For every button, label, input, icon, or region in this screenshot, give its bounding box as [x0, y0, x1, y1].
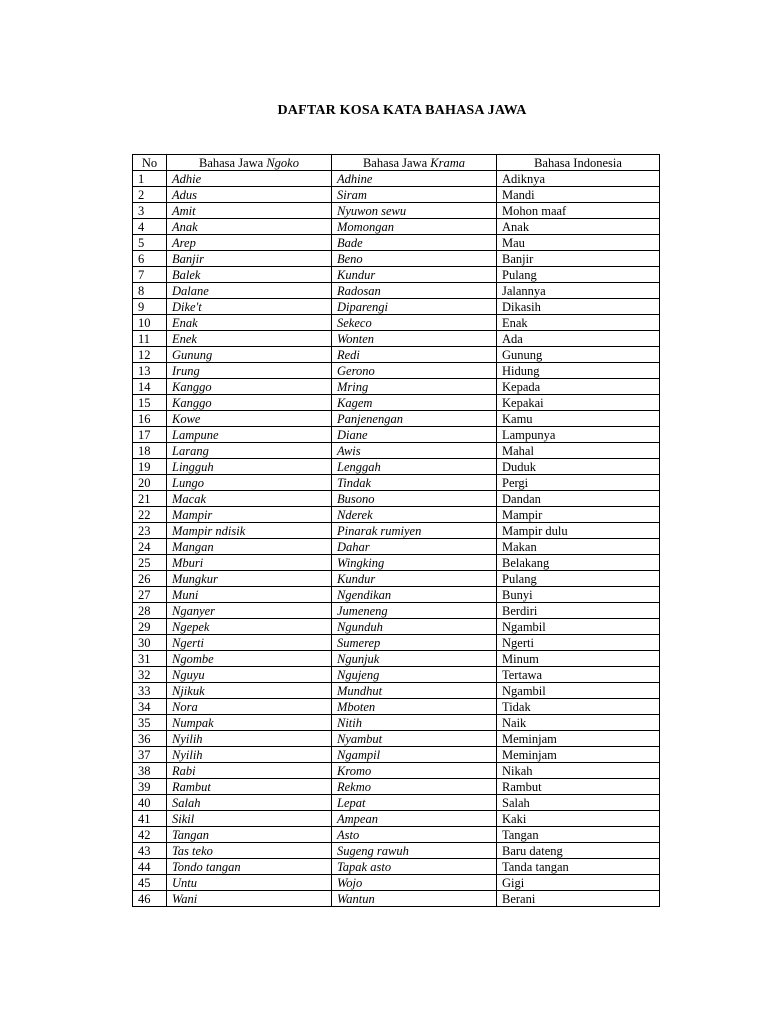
cell-indonesia: Mau [497, 235, 660, 251]
cell-ngoko: Lingguh [167, 459, 332, 475]
cell-krama: Wantun [332, 891, 497, 907]
cell-krama: Ngampil [332, 747, 497, 763]
cell-indonesia: Salah [497, 795, 660, 811]
cell-ngoko: Mangan [167, 539, 332, 555]
table-row [133, 843, 660, 859]
cell-indonesia: Gigi [497, 875, 660, 891]
table-row [133, 683, 660, 699]
cell-indonesia: Mandi [497, 187, 660, 203]
table-row [133, 651, 660, 667]
table-header-row [133, 155, 660, 171]
cell-krama: Pinarak rumiyen [332, 523, 497, 539]
table-row [133, 555, 660, 571]
cell-indonesia: Mampir dulu [497, 523, 660, 539]
cell-krama: Kromo [332, 763, 497, 779]
header-no: No [133, 155, 167, 171]
cell-ngoko: Mungkur [167, 571, 332, 587]
header-indonesia: Bahasa Indonesia [497, 155, 660, 171]
cell-indonesia: Mahal [497, 443, 660, 459]
table-row [133, 475, 660, 491]
cell-indonesia: Kamu [497, 411, 660, 427]
cell-indonesia: Dikasih [497, 299, 660, 315]
cell-ngoko: Irung [167, 363, 332, 379]
cell-indonesia: Lampunya [497, 427, 660, 443]
cell-krama: Momongan [332, 219, 497, 235]
cell-krama: Ngunjuk [332, 651, 497, 667]
cell-indonesia: Dandan [497, 491, 660, 507]
cell-indonesia: Ngambil [497, 683, 660, 699]
cell-indonesia: Enak [497, 315, 660, 331]
table-row [133, 411, 660, 427]
cell-ngoko: Ngepek [167, 619, 332, 635]
header-ngoko [167, 155, 332, 171]
cell-krama: Ngunduh [332, 619, 497, 635]
cell-krama: Nyambut [332, 731, 497, 747]
cell-indonesia: Minum [497, 651, 660, 667]
table-row [133, 539, 660, 555]
table-body [133, 171, 660, 907]
cell-ngoko: Amit [167, 203, 332, 219]
cell-ngoko: Numpak [167, 715, 332, 731]
cell-krama: Tapak asto [332, 859, 497, 875]
cell-ngoko: Anak [167, 219, 332, 235]
cell-no: 3 [133, 203, 167, 219]
table-row [133, 891, 660, 907]
table-row [133, 331, 660, 347]
cell-no: 45 [133, 875, 167, 891]
table-row [133, 619, 660, 635]
cell-ngoko: Kanggo [167, 395, 332, 411]
cell-no: 39 [133, 779, 167, 795]
cell-ngoko: Wani [167, 891, 332, 907]
cell-indonesia: Kepada [497, 379, 660, 395]
cell-no: 4 [133, 219, 167, 235]
cell-indonesia: Pulang [497, 267, 660, 283]
cell-no: 35 [133, 715, 167, 731]
cell-indonesia: Tangan [497, 827, 660, 843]
cell-krama: Kagem [332, 395, 497, 411]
cell-no: 7 [133, 267, 167, 283]
cell-ngoko: Nyilih [167, 747, 332, 763]
cell-indonesia: Berani [497, 891, 660, 907]
cell-indonesia: Hidung [497, 363, 660, 379]
cell-no: 32 [133, 667, 167, 683]
document-title: DAFTAR KOSA KATA BAHASA JAWA [277, 103, 527, 118]
cell-indonesia: Jalannya [497, 283, 660, 299]
cell-no: 37 [133, 747, 167, 763]
table-row [133, 235, 660, 251]
cell-no: 6 [133, 251, 167, 267]
cell-ngoko: Tas teko [167, 843, 332, 859]
cell-no: 2 [133, 187, 167, 203]
cell-no: 19 [133, 459, 167, 475]
cell-krama: Sugeng rawuh [332, 843, 497, 859]
cell-krama: Redi [332, 347, 497, 363]
cell-indonesia: Kepakai [497, 395, 660, 411]
cell-ngoko: Njikuk [167, 683, 332, 699]
cell-krama: Mboten [332, 699, 497, 715]
cell-ngoko: Dike't [167, 299, 332, 315]
header-krama-prefix: Bahasa Jawa [362, 155, 431, 170]
table-row [133, 779, 660, 795]
table-row [133, 171, 660, 187]
cell-ngoko: Mburi [167, 555, 332, 571]
cell-ngoko: Adhie [167, 171, 332, 187]
cell-ngoko: Mampir [167, 507, 332, 523]
cell-indonesia: Meminjam [497, 731, 660, 747]
cell-krama: Wingking [332, 555, 497, 571]
cell-no: 17 [133, 427, 167, 443]
table-row [133, 219, 660, 235]
cell-no: 8 [133, 283, 167, 299]
cell-krama: Jumeneng [332, 603, 497, 619]
cell-indonesia: Pulang [497, 571, 660, 587]
cell-ngoko: Arep [167, 235, 332, 251]
cell-no: 34 [133, 699, 167, 715]
cell-indonesia: Bunyi [497, 587, 660, 603]
table-row [133, 827, 660, 843]
cell-krama: Panjenengan [332, 411, 497, 427]
cell-indonesia: Tidak [497, 699, 660, 715]
cell-ngoko: Rambut [167, 779, 332, 795]
table-row [133, 715, 660, 731]
cell-indonesia: Kaki [497, 811, 660, 827]
cell-krama: Wojo [332, 875, 497, 891]
cell-krama: Sekeco [332, 315, 497, 331]
table-row [133, 603, 660, 619]
cell-ngoko: Ngerti [167, 635, 332, 651]
cell-no: 30 [133, 635, 167, 651]
cell-krama: Siram [332, 187, 497, 203]
table-row [133, 251, 660, 267]
cell-indonesia: Meminjam [497, 747, 660, 763]
cell-krama: Gerono [332, 363, 497, 379]
cell-no: 42 [133, 827, 167, 843]
cell-ngoko: Muni [167, 587, 332, 603]
cell-krama: Bade [332, 235, 497, 251]
table-row [133, 747, 660, 763]
cell-no: 16 [133, 411, 167, 427]
table-row [133, 187, 660, 203]
cell-indonesia: Duduk [497, 459, 660, 475]
table-row [133, 523, 660, 539]
cell-krama: Diane [332, 427, 497, 443]
cell-ngoko: Larang [167, 443, 332, 459]
cell-indonesia: Tanda tangan [497, 859, 660, 875]
cell-krama: Mundhut [332, 683, 497, 699]
cell-krama: Diparengi [332, 299, 497, 315]
cell-indonesia: Berdiri [497, 603, 660, 619]
cell-ngoko: Gunung [167, 347, 332, 363]
cell-no: 20 [133, 475, 167, 491]
table-row [133, 283, 660, 299]
cell-ngoko: Dalane [167, 283, 332, 299]
cell-indonesia: Tertawa [497, 667, 660, 683]
table-row [133, 699, 660, 715]
cell-krama: Wonten [332, 331, 497, 347]
cell-krama: Beno [332, 251, 497, 267]
cell-ngoko: Nyilih [167, 731, 332, 747]
header-krama [332, 155, 497, 171]
cell-no: 14 [133, 379, 167, 395]
cell-ngoko: Macak [167, 491, 332, 507]
cell-krama: Rekmo [332, 779, 497, 795]
cell-krama: Nyuwon sewu [332, 203, 497, 219]
table-row [133, 587, 660, 603]
cell-indonesia: Naik [497, 715, 660, 731]
table-row [133, 571, 660, 587]
cell-no: 15 [133, 395, 167, 411]
cell-ngoko: Enak [167, 315, 332, 331]
cell-ngoko: Sikil [167, 811, 332, 827]
cell-krama: Ampean [332, 811, 497, 827]
header-ngoko-em: Ngoko [266, 155, 299, 170]
cell-no: 33 [133, 683, 167, 699]
table-row [133, 795, 660, 811]
table-row [133, 859, 660, 875]
cell-krama: Kundur [332, 571, 497, 587]
cell-krama: Awis [332, 443, 497, 459]
cell-krama: Lenggah [332, 459, 497, 475]
cell-no: 29 [133, 619, 167, 635]
cell-no: 43 [133, 843, 167, 859]
cell-indonesia: Ada [497, 331, 660, 347]
cell-no: 24 [133, 539, 167, 555]
cell-no: 1 [133, 171, 167, 187]
cell-indonesia: Ngambil [497, 619, 660, 635]
cell-no: 12 [133, 347, 167, 363]
cell-ngoko: Salah [167, 795, 332, 811]
cell-indonesia: Gunung [497, 347, 660, 363]
table-row [133, 667, 660, 683]
table-row [133, 267, 660, 283]
cell-indonesia: Baru dateng [497, 843, 660, 859]
header-krama-em: Krama [430, 155, 466, 170]
table-row [133, 459, 660, 475]
cell-indonesia: Belakang [497, 555, 660, 571]
cell-krama: Ngendikan [332, 587, 497, 603]
cell-no: 13 [133, 363, 167, 379]
table-row [133, 731, 660, 747]
cell-indonesia: Ngerti [497, 635, 660, 651]
table-row [133, 443, 660, 459]
cell-no: 23 [133, 523, 167, 539]
cell-ngoko: Tangan [167, 827, 332, 843]
cell-ngoko: Nguyu [167, 667, 332, 683]
table-row [133, 315, 660, 331]
cell-krama: Mring [332, 379, 497, 395]
cell-no: 38 [133, 763, 167, 779]
cell-ngoko: Rabi [167, 763, 332, 779]
table-row [133, 203, 660, 219]
cell-krama: Sumerep [332, 635, 497, 651]
cell-indonesia: Nikah [497, 763, 660, 779]
table-row [133, 763, 660, 779]
cell-no: 22 [133, 507, 167, 523]
cell-no: 25 [133, 555, 167, 571]
table-row [133, 379, 660, 395]
cell-no: 11 [133, 331, 167, 347]
cell-no: 46 [133, 891, 167, 907]
cell-indonesia: Mohon maaf [497, 203, 660, 219]
header-ngoko-prefix: Bahasa Jawa [199, 155, 267, 170]
cell-indonesia: Banjir [497, 251, 660, 267]
cell-indonesia: Mampir [497, 507, 660, 523]
cell-no: 44 [133, 859, 167, 875]
cell-ngoko: Untu [167, 875, 332, 891]
cell-krama: Asto [332, 827, 497, 843]
cell-krama: Kundur [332, 267, 497, 283]
cell-indonesia: Adiknya [497, 171, 660, 187]
cell-krama: Nitih [332, 715, 497, 731]
cell-krama: Lepat [332, 795, 497, 811]
cell-ngoko: Balek [167, 267, 332, 283]
cell-ngoko: Nganyer [167, 603, 332, 619]
cell-ngoko: Ngombe [167, 651, 332, 667]
cell-no: 36 [133, 731, 167, 747]
cell-krama: Adhine [332, 171, 497, 187]
cell-no: 18 [133, 443, 167, 459]
cell-ngoko: Kanggo [167, 379, 332, 395]
table-row [133, 491, 660, 507]
cell-no: 21 [133, 491, 167, 507]
cell-indonesia: Pergi [497, 475, 660, 491]
cell-krama: Radosan [332, 283, 497, 299]
table-row [133, 635, 660, 651]
table-row [133, 299, 660, 315]
table-row [133, 363, 660, 379]
cell-indonesia: Rambut [497, 779, 660, 795]
cell-indonesia: Makan [497, 539, 660, 555]
cell-krama: Ngujeng [332, 667, 497, 683]
cell-ngoko: Lungo [167, 475, 332, 491]
cell-krama: Dahar [332, 539, 497, 555]
vocabulary-table [132, 154, 660, 907]
table-row [133, 507, 660, 523]
table-row [133, 395, 660, 411]
cell-no: 26 [133, 571, 167, 587]
cell-krama: Nderek [332, 507, 497, 523]
cell-no: 9 [133, 299, 167, 315]
cell-no: 27 [133, 587, 167, 603]
cell-ngoko: Nora [167, 699, 332, 715]
cell-no: 41 [133, 811, 167, 827]
cell-ngoko: Tondo tangan [167, 859, 332, 875]
cell-ngoko: Kowe [167, 411, 332, 427]
cell-no: 10 [133, 315, 167, 331]
table-row [133, 347, 660, 363]
cell-no: 28 [133, 603, 167, 619]
cell-no: 5 [133, 235, 167, 251]
cell-ngoko: Mampir ndisik [167, 523, 332, 539]
cell-krama: Tindak [332, 475, 497, 491]
cell-indonesia: Anak [497, 219, 660, 235]
cell-no: 31 [133, 651, 167, 667]
cell-ngoko: Banjir [167, 251, 332, 267]
cell-ngoko: Lampune [167, 427, 332, 443]
cell-ngoko: Adus [167, 187, 332, 203]
table-row [133, 427, 660, 443]
cell-ngoko: Enek [167, 331, 332, 347]
table-row [133, 811, 660, 827]
table-row [133, 875, 660, 891]
cell-krama: Busono [332, 491, 497, 507]
cell-no: 40 [133, 795, 167, 811]
